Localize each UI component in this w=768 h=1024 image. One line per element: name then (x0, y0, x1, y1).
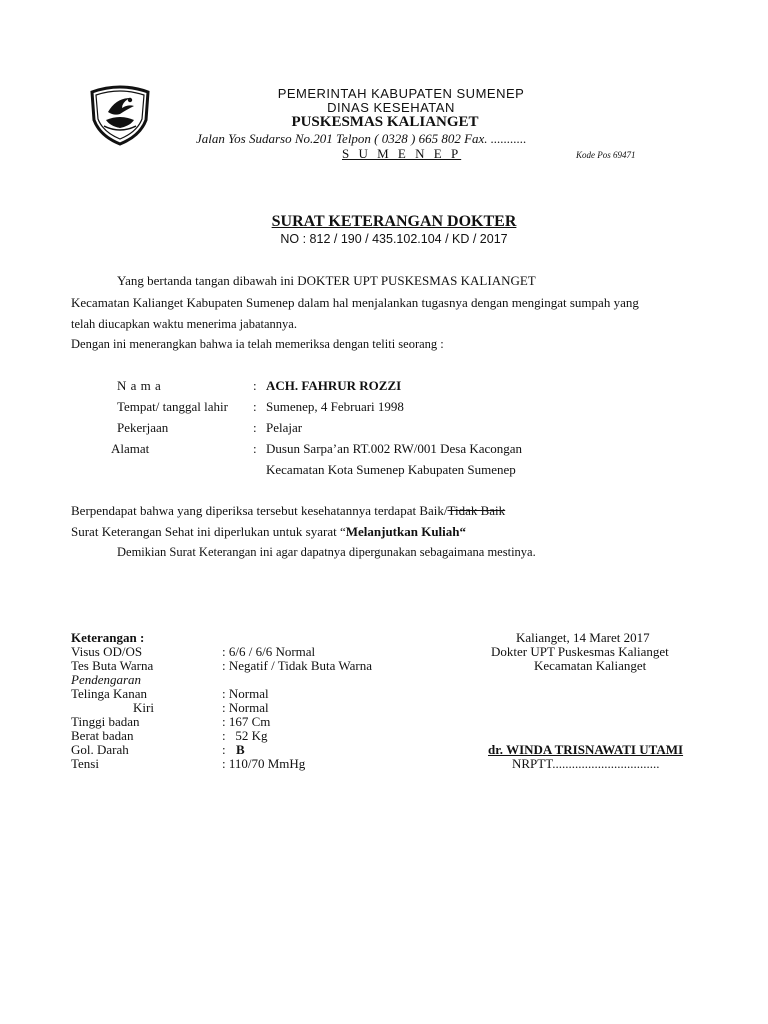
exam-blood-pressure-value: : 110/70 MmHg (222, 756, 306, 771)
letterhead-department: DINAS KESEHATAN (327, 100, 455, 115)
patient-address-colon: : (253, 441, 257, 456)
patient-job-colon: : (253, 420, 257, 435)
signature-place-date: Kalianget, 14 Maret 2017 (516, 630, 650, 645)
patient-birth-value: Sumenep, 4 Februari 1998 (266, 399, 404, 414)
exam-left-ear-value: : Normal (222, 700, 269, 715)
purpose-prefix: Surat Keterangan Sehat ini diperlukan untuk syarat “ (71, 524, 346, 539)
exam-right-ear-label: Telinga Kanan (71, 686, 147, 701)
intro-line-2: Kecamatan Kalianget Kabupaten Sumenep dalam hal menjalankan tugasnya dengan mengingat sumpah yang (71, 295, 639, 310)
exam-left-ear-label: Kiri (133, 700, 154, 715)
signature-role-2: Kecamatan Kalianget (534, 658, 647, 673)
patient-name-colon: : (253, 378, 257, 393)
exam-blood-pressure-label: Tensi (71, 756, 99, 771)
signature-role-1: Dokter UPT Puskesmas Kalianget (491, 644, 669, 659)
exam-hearing-label: Pendengaran (71, 672, 142, 687)
closing-statement: Demikian Surat Keterangan ini agar dapatnya dipergunakan sebagaimana mestinya. (117, 545, 536, 559)
purpose-suffix: “ (459, 524, 467, 539)
patient-birth-label: Tempat/ tanggal lahir (117, 399, 228, 414)
exam-color-blind-value: : Negatif / Tidak Buta Warna (222, 658, 373, 673)
exam-blood-type-label: Gol. Darah (71, 742, 129, 757)
letterhead-postal-code: Kode Pos 69471 (576, 150, 636, 160)
health-statement-struck: Tidak Baik (447, 503, 506, 518)
letterhead-city: S U M E N E P (342, 146, 462, 161)
exam-visus-label: Visus OD/OS (71, 644, 143, 659)
document-title: SURAT KETERANGAN DOKTER (271, 213, 517, 230)
exam-blood-type-colon: : (222, 742, 226, 757)
health-statement-text: Berpendapat bahwa yang diperiksa tersebut kesehatannya terdapat Baik/ (71, 503, 448, 518)
exam-weight-label: Berat badan (71, 728, 134, 743)
patient-address-label: Alamat (111, 441, 150, 456)
exam-height-value: : 167 Cm (222, 714, 271, 729)
document-number: NO : 812 / 190 / 435.102.104 / KD / 2017 (280, 232, 508, 246)
intro-line-1: Yang bertanda tangan dibawah ini DOKTER UPT PUSKESMAS KALIANGET (117, 273, 536, 288)
exam-right-ear-value: : Normal (222, 686, 269, 701)
patient-address-line-2: Kecamatan Kota Sumenep Kabupaten Sumenep (266, 462, 516, 477)
purpose-value: Melanjutkan Kuliah (345, 524, 460, 539)
signature-nrptt: NRPTT................................. (512, 756, 660, 771)
exam-visus-value: : 6/6 / 6/6 Normal (222, 644, 316, 659)
letterhead-government: PEMERINTAH KABUPATEN SUMENEP (277, 86, 525, 101)
exam-height-label: Tinggi badan (71, 714, 140, 729)
intro-line-3: telah diucapkan waktu menerima jabatannya. (71, 317, 297, 331)
exam-heading: Keterangan : (71, 630, 145, 645)
intro-line-4: Dengan ini menerangkan bahwa ia telah memeriksa dengan teliti seorang : (71, 337, 444, 351)
letterhead-address: Jalan Yos Sudarso No.201 Telpon ( 0328 ) 665 802 Fax. ........... (196, 131, 527, 146)
purpose-statement (71, 524, 466, 540)
patient-name-value: ACH. FAHRUR ROZZI (266, 378, 402, 393)
exam-blood-type-value: B (236, 742, 245, 757)
patient-birth-colon: : (253, 399, 257, 414)
patient-name-label: N a m a (117, 378, 162, 393)
health-statement (71, 503, 505, 519)
signature-doctor-name: dr. WINDA TRISNAWATI UTAMI (488, 742, 684, 757)
patient-job-label: Pekerjaan (117, 420, 169, 435)
patient-job-value: Pelajar (266, 420, 303, 435)
patient-address-line-1: Dusun Sarpa’an RT.002 RW/001 Desa Kacongan (266, 441, 523, 456)
exam-color-blind-label: Tes Buta Warna (71, 658, 154, 673)
letterhead-institution: PUSKESMAS KALIANGET (291, 114, 479, 130)
exam-weight-value: : 52 Kg (222, 728, 268, 743)
